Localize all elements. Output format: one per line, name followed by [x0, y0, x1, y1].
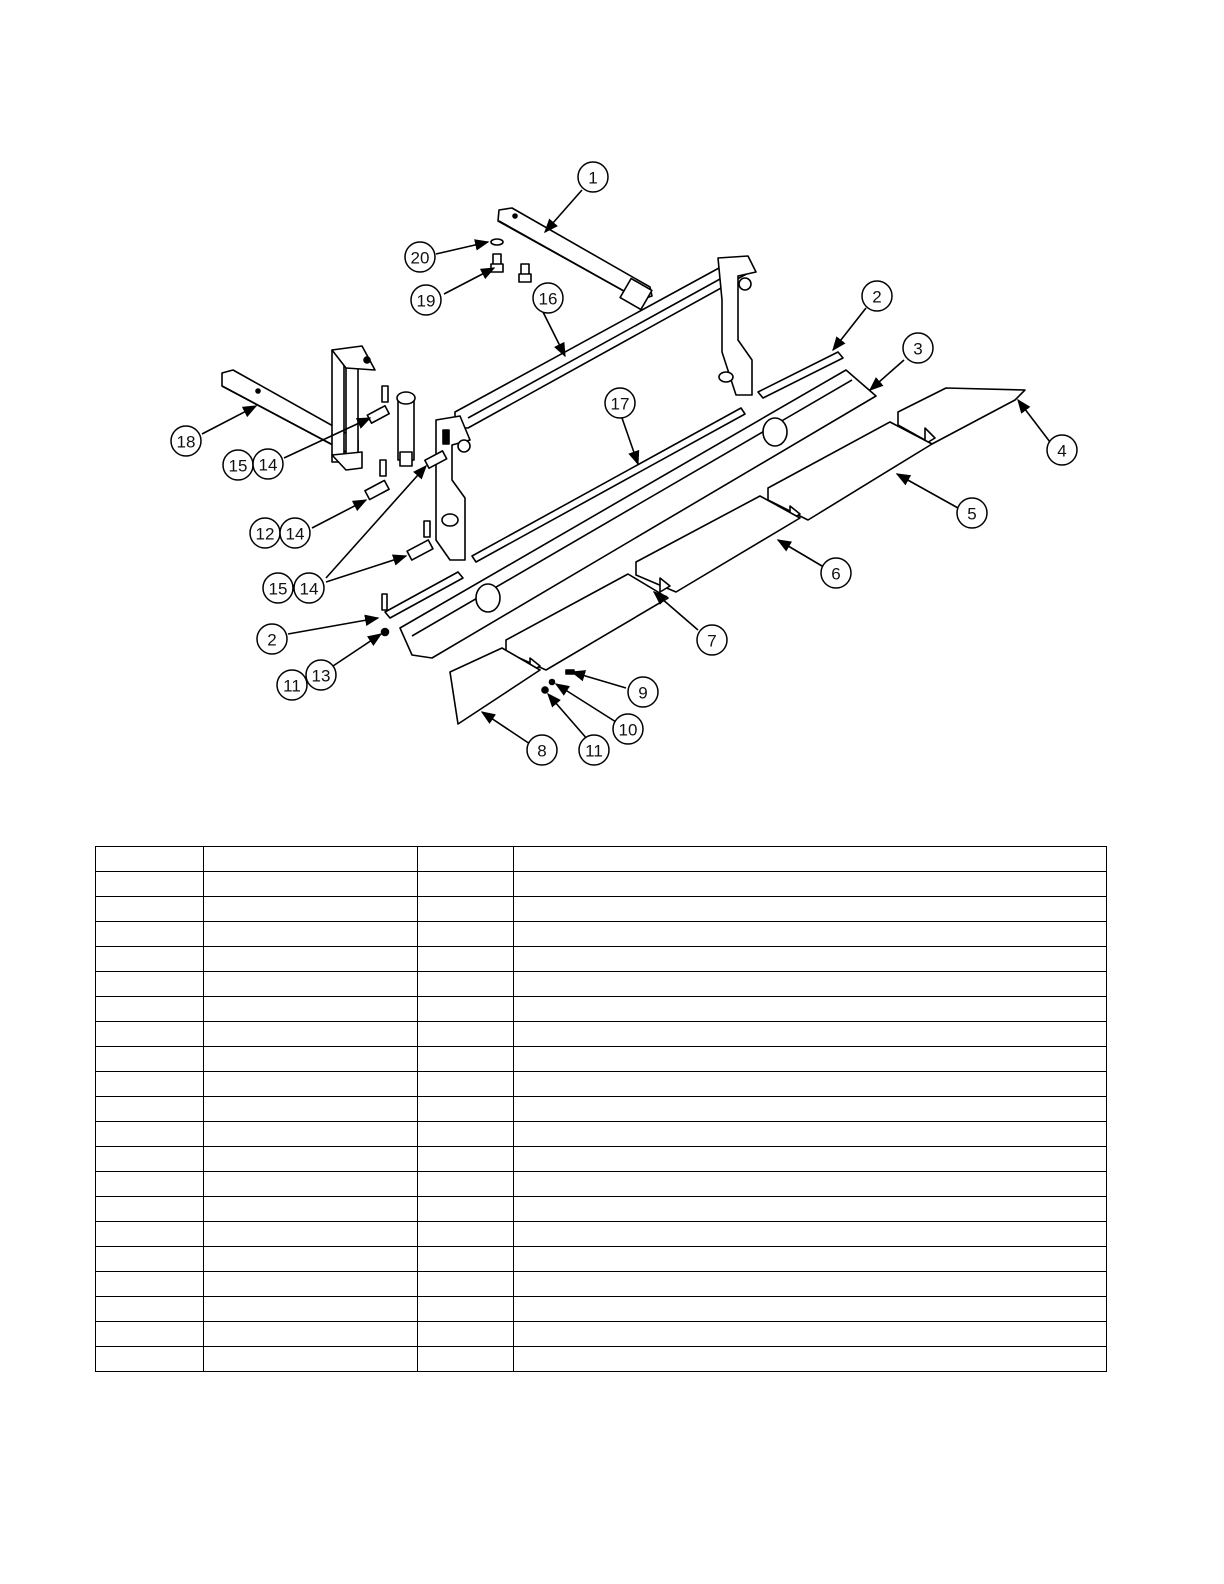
table-cell — [514, 1222, 1107, 1247]
hardware-small — [542, 670, 574, 693]
table-row — [96, 1322, 1107, 1347]
table-cell — [418, 997, 514, 1022]
callout-number: 5 — [967, 504, 977, 524]
callout-c5-0 — [957, 498, 987, 528]
table-cell — [418, 897, 514, 922]
callout-number: 2 — [267, 630, 277, 650]
callout-c17-0 — [605, 388, 635, 418]
callout-number: 15 — [268, 579, 288, 599]
callout-c3-0 — [903, 333, 933, 363]
table-cell — [418, 947, 514, 972]
table-row — [96, 1222, 1107, 1247]
callout-c15a-0 — [223, 450, 253, 480]
table-cell — [96, 1297, 204, 1322]
table-cell — [96, 997, 204, 1022]
callout-c11a-1 — [306, 660, 336, 690]
table-cell — [96, 1072, 204, 1097]
callout-number: 10 — [618, 720, 638, 740]
callout-c8-0 — [527, 735, 557, 765]
callout-number: 6 — [831, 564, 841, 584]
table-row — [96, 1072, 1107, 1097]
table-row — [96, 997, 1107, 1022]
table-cell — [514, 1147, 1107, 1172]
callout-c9-0 — [628, 677, 658, 707]
table-cell — [514, 972, 1107, 997]
table-cell — [514, 1097, 1107, 1122]
callout-number: 3 — [913, 339, 923, 359]
table-row — [96, 922, 1107, 947]
callout-number: 17 — [610, 394, 630, 414]
table-cell — [204, 1097, 418, 1122]
table-cell — [204, 1322, 418, 1347]
table-cell — [96, 922, 204, 947]
callout-c2a-0 — [862, 281, 892, 311]
table-cell — [204, 1147, 418, 1172]
table-cell — [96, 1047, 204, 1072]
table-cell — [204, 1197, 418, 1222]
table-cell — [96, 1272, 204, 1297]
table-cell — [96, 1097, 204, 1122]
table-row — [96, 1147, 1107, 1172]
table-row — [96, 1097, 1107, 1122]
callout-number: 15 — [228, 456, 248, 476]
callout-c1-0 — [578, 162, 608, 192]
callout-number: 4 — [1057, 441, 1067, 461]
table-row — [96, 1297, 1107, 1322]
table-cell — [96, 1222, 204, 1247]
table-cell — [418, 972, 514, 997]
callout-c16-0 — [533, 283, 563, 313]
table-cell — [514, 1197, 1107, 1222]
table-cell — [418, 922, 514, 947]
table-cell — [418, 1272, 514, 1297]
table-cell — [418, 847, 514, 872]
part-drawings — [222, 208, 1025, 724]
table-cell — [96, 1322, 204, 1347]
table-cell — [96, 1172, 204, 1197]
table-cell — [514, 947, 1107, 972]
table-cell — [204, 997, 418, 1022]
callout-c10-0 — [613, 714, 643, 744]
callout-c7-0 — [697, 625, 727, 655]
table-cell — [514, 1047, 1107, 1072]
callout-number: 7 — [707, 631, 717, 651]
table-cell — [418, 1147, 514, 1172]
table-cell — [204, 1122, 418, 1147]
callout-number: 19 — [416, 291, 436, 311]
table-cell — [204, 1222, 418, 1247]
callout-number: 13 — [311, 666, 331, 686]
table-cell — [418, 1322, 514, 1347]
table-cell — [418, 1222, 514, 1247]
callout-number: 8 — [537, 741, 547, 761]
part-1-arm — [498, 208, 652, 310]
callout-c15b-0 — [263, 573, 293, 603]
table-cell — [514, 897, 1107, 922]
part-20-washer — [491, 239, 503, 245]
callout-number: 1 — [588, 168, 598, 188]
callout-c11b-0 — [579, 735, 609, 765]
table-cell — [204, 872, 418, 897]
callout-number: 14 — [299, 579, 319, 599]
parts-list-table — [95, 846, 1107, 1372]
table-cell — [204, 1347, 418, 1372]
table-row — [96, 1347, 1107, 1372]
table-cell — [96, 1147, 204, 1172]
table-row — [96, 847, 1107, 872]
table-row — [96, 1122, 1107, 1147]
table-cell — [96, 1122, 204, 1147]
table-cell — [418, 1247, 514, 1272]
table-row — [96, 872, 1107, 897]
table-cell — [204, 947, 418, 972]
callouts — [171, 162, 1077, 765]
callout-c2b-0 — [257, 624, 287, 654]
parts-table-body — [96, 847, 1107, 1372]
table-cell — [418, 1172, 514, 1197]
table-cell — [204, 1297, 418, 1322]
table-row — [96, 1197, 1107, 1222]
table-cell — [204, 972, 418, 997]
table-cell — [514, 872, 1107, 897]
pin-set-lower — [407, 521, 433, 560]
table-cell — [514, 1022, 1107, 1047]
table-cell — [514, 1122, 1107, 1147]
table-cell — [514, 922, 1107, 947]
table-cell — [96, 897, 204, 922]
callout-c11a-0 — [277, 670, 307, 700]
table-cell — [418, 872, 514, 897]
table-cell — [96, 947, 204, 972]
callout-c20-0 — [405, 242, 435, 272]
table-cell — [418, 1297, 514, 1322]
table-cell — [514, 997, 1107, 1022]
table-cell — [204, 897, 418, 922]
callout-number: 14 — [285, 524, 305, 544]
table-cell — [514, 1347, 1107, 1372]
callout-c19-0 — [411, 285, 441, 315]
table-row — [96, 1047, 1107, 1072]
table-cell — [418, 1347, 514, 1372]
table-cell — [514, 1072, 1107, 1097]
table-cell — [418, 1072, 514, 1097]
table-cell — [204, 1172, 418, 1197]
table-cell — [514, 1322, 1107, 1347]
callout-c6-0 — [821, 558, 851, 588]
table-cell — [96, 972, 204, 997]
callout-number: 9 — [638, 683, 648, 703]
table-cell — [204, 1247, 418, 1272]
table-cell — [418, 1047, 514, 1072]
table-cell — [96, 1022, 204, 1047]
table-cell — [204, 1022, 418, 1047]
table-cell — [514, 1172, 1107, 1197]
pin-set-upper — [367, 386, 415, 466]
table-cell — [418, 1097, 514, 1122]
table-cell — [204, 1047, 418, 1072]
callout-c18-0 — [171, 426, 201, 456]
callout-c15b-1 — [294, 573, 324, 603]
table-cell — [204, 847, 418, 872]
callout-c12-0 — [250, 518, 280, 548]
table-row — [96, 1172, 1107, 1197]
table-cell — [96, 847, 204, 872]
callout-c15a-1 — [253, 449, 283, 479]
table-cell — [418, 1197, 514, 1222]
table-row — [96, 897, 1107, 922]
callout-c12-1 — [280, 518, 310, 548]
table-row — [96, 1022, 1107, 1047]
table-cell — [96, 1247, 204, 1272]
callout-number: 20 — [410, 248, 430, 268]
table-cell — [418, 1122, 514, 1147]
callout-c4-0 — [1047, 435, 1077, 465]
callout-number: 18 — [176, 432, 196, 452]
callout-number: 16 — [538, 289, 558, 309]
table-row — [96, 1247, 1107, 1272]
callout-number: 11 — [283, 676, 301, 696]
table-cell — [96, 1197, 204, 1222]
callout-number: 14 — [258, 455, 278, 475]
table-cell — [514, 1272, 1107, 1297]
table-cell — [514, 1297, 1107, 1322]
table-cell — [204, 1072, 418, 1097]
table-cell — [514, 1247, 1107, 1272]
table-row — [96, 1272, 1107, 1297]
table-row — [96, 947, 1107, 972]
callout-number: 12 — [255, 524, 275, 544]
table-cell — [96, 872, 204, 897]
table-cell — [418, 1022, 514, 1047]
table-row — [96, 972, 1107, 997]
callout-number: 2 — [872, 287, 882, 307]
table-cell — [514, 847, 1107, 872]
part-19-bolts — [491, 254, 531, 282]
callout-number: 11 — [585, 741, 603, 761]
table-cell — [204, 922, 418, 947]
table-cell — [96, 1347, 204, 1372]
table-cell — [204, 1272, 418, 1297]
